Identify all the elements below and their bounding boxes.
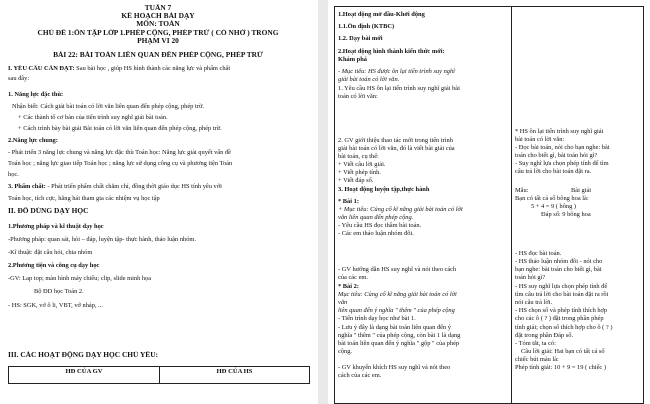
- teacher-step: + Viết đáp số.: [338, 177, 374, 184]
- student-step: - HS đọc bài toán.: [515, 250, 562, 257]
- column-divider: [511, 7, 512, 403]
- general-competence-heading: 2.Năng lực chung:: [8, 137, 58, 144]
- teacher-step: 1. Yêu cầu HS ôn lại tiến trình suy nghĩ giải bài: [338, 85, 460, 92]
- activities-heading: III. CÁC HOẠT ĐỘNG DẠY HỌC CHỦ YẾU:: [8, 351, 159, 359]
- teaching-aids-heading: II. ĐỒ DÙNG DẠY HỌC: [8, 207, 89, 215]
- student-step: bài toán có lời văn:: [515, 136, 565, 143]
- activities-table: [334, 6, 644, 404]
- week-label: TUẦN 7: [144, 4, 172, 12]
- new-lesson-heading: 1.2. Dạy bài mới: [338, 35, 383, 42]
- teacher-step: cách của các em.: [338, 372, 382, 379]
- subject-title: MÔN: TOÁN: [136, 20, 180, 28]
- objectives-line: [8, 65, 310, 73]
- stabilize-heading: 1.1.Ổn định (KTBC): [338, 23, 395, 30]
- topic-title-cont: PHẠM VI 20: [137, 37, 179, 45]
- teacher-step: toán có lời văn:: [338, 93, 378, 100]
- qualities-text: - Phát triển phẩm chất chăm chỉ, đồng thời giáo dục HS tính yêu với: [45, 183, 222, 190]
- teacher-step: của các em.: [338, 274, 368, 281]
- student-step: câu trả lời cho bài toán đặt ra.: [515, 168, 592, 175]
- teacher-column-header: HĐ CỦA GV: [65, 368, 103, 375]
- solution-line: Bạn có tất cả số bông hoa là:: [515, 195, 589, 202]
- exercise-1-objective: + Mục tiêu: Củng cố kĩ năng giải bài toán có lời: [338, 206, 463, 213]
- objectives-intro-cont: sau đây:: [8, 75, 30, 82]
- student-step: tìm câu trả lời cho bài toán đặt ra rồi: [515, 291, 609, 298]
- specific-competence-heading: 1. Năng lực đặc thù:: [8, 91, 64, 98]
- methods-heading: 1.Phương pháp và kĩ thuật dạy học: [8, 223, 104, 230]
- objectives-heading: I. YÊU CẦU CẦN ĐẠT:: [8, 65, 75, 72]
- student-step: - Tóm tắt, ta có:: [515, 340, 556, 347]
- student-step: - HS chọn số và phép tính thích hợp: [515, 307, 608, 314]
- student-step: Câu lời giải: Hai bạn có tất cả số: [521, 348, 605, 355]
- exercise-2-objective: Mục tiêu: Củng cố kĩ năng giải bài toán có lời: [338, 291, 457, 298]
- teacher-step: bài toán, cụ thể:: [338, 153, 379, 160]
- qualities-text-cont: Toán học, tích cực, hăng hái tham gia các nhiệm vụ học tập: [8, 195, 160, 202]
- objective-line: - Mục tiêu: HS được ôn lại tiến trình suy nghĩ: [338, 68, 455, 75]
- tools-line: Bộ ĐD học Toán 2.: [34, 288, 84, 295]
- student-step: nói câu trả lời.: [515, 299, 553, 306]
- teacher-step: bài toán liên quan đến ý nghĩa " gộp " của phép: [338, 340, 460, 347]
- qualities-line: [8, 183, 310, 191]
- lesson-title: BÀI 22: BÀI TOÁN LIÊN QUAN ĐẾN PHÉP CỘNG, PHÉP TRỪ: [53, 51, 263, 59]
- lesson-plan-title: KẾ HOẠCH BÀI DẠY: [121, 12, 195, 20]
- student-step: tính giải; chọn số thích hợp cho ô ( ? ): [515, 324, 613, 331]
- student-step: * HS ôn lại tiến trình suy nghĩ giải: [515, 128, 604, 135]
- tools-line: -GV: Lap top; màn hình máy chiếu; clip, slide minh họa: [8, 275, 152, 282]
- sample-label: Mẫu:: [515, 187, 529, 194]
- teacher-step: - GV khuyến khích HS suy nghĩ và nói theo: [338, 364, 451, 371]
- student-step: toán cho biết gì, bài toán hỏi gì?: [515, 152, 598, 159]
- qualities-heading: 3. Phẩm chất:: [8, 183, 46, 190]
- objectives-intro: Sau bài học , giúp HS hình thành các năng lực và phẩm chất: [74, 65, 231, 72]
- teacher-step: - Tiến trình dạy học như bài 1.: [338, 315, 416, 322]
- teacher-step: + Viết phép tính.: [338, 169, 381, 176]
- teacher-step: + Viết câu lời giải.: [338, 161, 386, 168]
- objective-line: giải bài toán có lời văn.: [338, 76, 400, 83]
- warmup-heading: 1.Hoạt động mở đầu-Khởi động: [338, 11, 425, 18]
- techniques-line: -Kĩ thuật: đặt câu hỏi, chia nhóm: [8, 249, 93, 256]
- knowledge-heading: 2.Hoạt động hình thành kiến thức mới:: [338, 48, 445, 55]
- activities-table-header: [8, 366, 310, 384]
- student-step: toán hỏi gì?: [515, 274, 546, 281]
- student-step: - HS thảo luận nhóm đôi - nói cho: [515, 258, 603, 265]
- competence-line: Nhận biết: Cách giải bài toán có lời văn liên quan đến phép cộng, phép trừ.: [12, 103, 204, 110]
- page-gutter: [318, 0, 328, 404]
- right-page: [330, 0, 646, 404]
- teacher-step: - Yêu cầu HS đọc thầm bài toán.: [338, 222, 422, 229]
- general-competence-line: học.: [8, 171, 19, 178]
- practice-heading: 3. Hoạt động luyện tập,thực hành: [338, 186, 430, 193]
- teacher-step: nghĩa " thêm " của phép cộng, còn bài 1 là dạng: [338, 332, 461, 339]
- competence-line: + Các thành tố cơ bản của tiến trình suy nghĩ giải bài toán.: [18, 114, 168, 121]
- exercise-2-heading: * Bài 2:: [338, 283, 359, 290]
- student-step: - Đọc bài toán, nói cho bạn nghe: bài: [515, 144, 610, 151]
- teacher-step: giải bài toán có lời văn, đó là viết bài giải của: [338, 145, 455, 152]
- student-step: Phép tính giải: 10 + 9 = 19 ( chiếc ): [515, 364, 606, 371]
- student-step: bạn nghe: bài toán cho biết gì, bài: [515, 266, 602, 273]
- exercise-1-heading: * Bài 1:: [338, 198, 359, 205]
- general-competence-line: - Phát triển 3 năng lực chung và năng lực đặc thù Toán học: Năng lực giải quyết vấn đề: [8, 149, 231, 156]
- explore-heading: Khám phá: [338, 56, 367, 63]
- exercise-2-objective: liên quan đến ý nghĩa " thêm " của phép cộng: [338, 307, 455, 314]
- teacher-step: - Các em thảo luận nhóm đôi.: [338, 230, 414, 237]
- tools-line: - HS: SGK, vở ô li, VBT, vở nháp, ...: [8, 302, 103, 309]
- competence-line: + Cách trình bày bài giải Bài toán có lời văn liên quan đến phép cộng, phép trừ.: [18, 125, 222, 132]
- general-competence-line: Toán học ; năng lực giao tiếp Toán học ; năng lực sử dụng công cụ và phương tiện Toán: [8, 160, 233, 167]
- student-step: - HS suy nghĩ lựa chọn phép tính để: [515, 283, 608, 290]
- teacher-step: - GV hướng dẫn HS suy nghĩ và nói theo cách: [338, 266, 457, 273]
- methods-line: -Phương pháp: quan sát, hỏi – đáp, luyện tập- thực hành, thảo luận nhóm.: [8, 236, 196, 243]
- teacher-step: - Lưu ý đây là dạng bài toán liên quan đến ý: [338, 324, 451, 331]
- teacher-step: 2. GV giới thiệu thao tác mới trong tiến trình: [338, 137, 453, 144]
- student-step: đặt trong phần Đáp số.: [515, 332, 574, 339]
- exercise-2-objective: văn: [338, 299, 348, 306]
- teacher-step: cộng.: [338, 348, 353, 355]
- left-page: [0, 0, 316, 404]
- topic-title: CHỦ ĐỀ 1:ÔN TẬP LỚP 1.PHÉP CỘNG, PHÉP TRỪ ( CÓ NHỚ ) TRONG: [37, 29, 279, 37]
- student-step: cho các ô ( ? ) đặt trong phần phép: [515, 315, 604, 322]
- student-column-header: HĐ CỦA HS: [216, 368, 253, 375]
- exercise-1-objective: văn liên quan đến phép cộng.: [338, 214, 414, 221]
- tools-heading: 2.Phương tiện và công cụ dạy học: [8, 262, 100, 269]
- solution-answer: Đáp số: 9 bông hoa: [541, 211, 591, 218]
- student-step: - Suy nghĩ lựa chọn phép tính để tìm: [515, 160, 609, 167]
- solution-label: Bài giải: [571, 187, 592, 194]
- student-step: chiếc bút màu là:: [515, 356, 559, 363]
- solution-calculation: 5 + 4 = 9 ( bông ): [531, 203, 577, 210]
